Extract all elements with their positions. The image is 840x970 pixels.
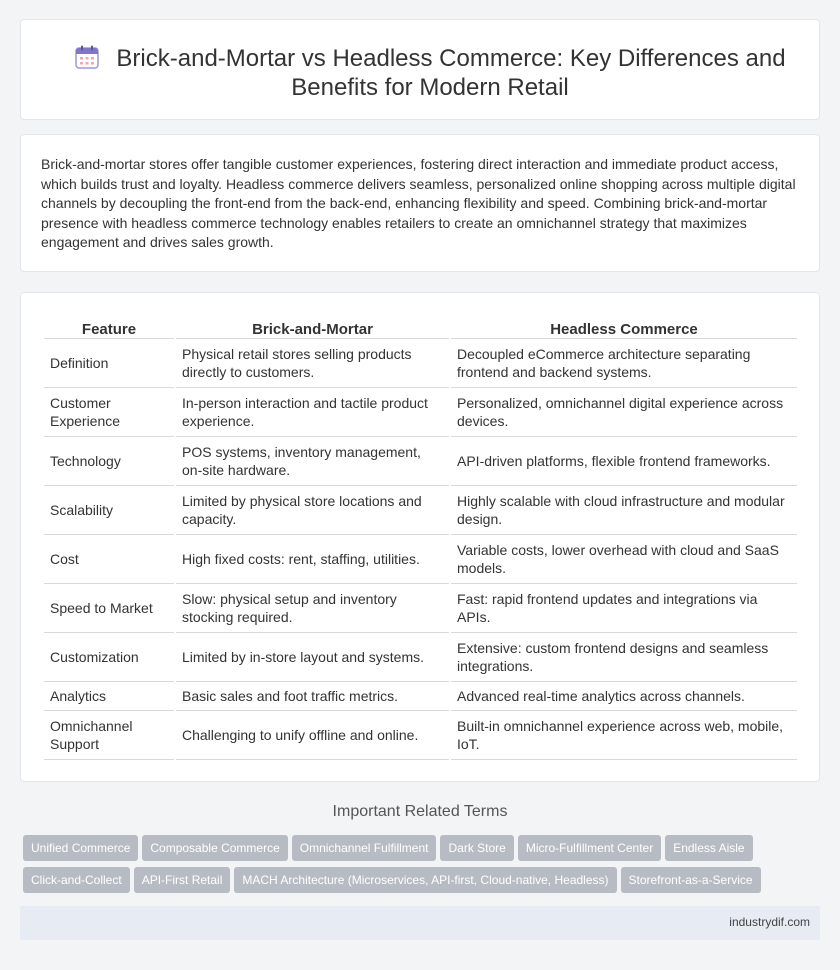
headless-cell: Highly scalable with cloud infrastructure and modular design. xyxy=(451,486,797,535)
headless-cell: Advanced real-time analytics across channels. xyxy=(451,682,797,711)
header-brick-and-mortar: Brick-and-Mortar xyxy=(176,317,449,339)
header-headless-commerce: Headless Commerce xyxy=(451,317,797,339)
headless-cell: Personalized, omnichannel digital experience across devices. xyxy=(451,388,797,437)
table-row xyxy=(44,711,797,760)
table-row xyxy=(44,339,797,388)
intro-paragraph: Brick-and-mortar stores offer tangible customer experiences, fostering direct interaction and immediate product access, which builds trust and loyalty. Headless commerce delivers seamless, personalized online shopping across multiple digital channels by decoupling the front-end from the back-end, enhancing flexibility and speed. Combining brick-and-mortar presence with headless commerce technology enables retailers to create an omnichannel strategy that maximizes engagement and drives sales growth. xyxy=(41,156,796,250)
page-title xyxy=(61,44,799,102)
brick-cell: High fixed costs: rent, staffing, utilities. xyxy=(176,535,449,584)
related-term-tag[interactable]: API-First Retail xyxy=(134,867,231,893)
feature-cell: Customer Experience xyxy=(44,388,174,437)
headless-cell: Variable costs, lower overhead with cloud and SaaS models. xyxy=(451,535,797,584)
comparison-table xyxy=(42,317,799,760)
table-header-row xyxy=(44,317,797,339)
related-terms-title: Important Related Terms xyxy=(332,803,508,820)
brick-cell: POS systems, inventory management, on-site hardware. xyxy=(176,437,449,486)
headless-cell: Fast: rapid frontend updates and integrations via APIs. xyxy=(451,584,797,633)
feature-cell: Scalability xyxy=(44,486,174,535)
feature-cell: Cost xyxy=(44,535,174,584)
related-terms-tags xyxy=(23,835,783,899)
related-term-tag[interactable]: Unified Commerce xyxy=(23,835,138,861)
feature-cell: Omnichannel Support xyxy=(44,711,174,760)
footer xyxy=(20,906,820,940)
related-term-tag[interactable]: MACH Architecture (Microservices, API-first, Cloud-native, Headless) xyxy=(234,867,616,893)
brick-cell: Slow: physical setup and inventory stocking required. xyxy=(176,584,449,633)
page-title-text: Brick-and-Mortar vs Headless Commerce: Key Differences and Benefits for Modern Retail xyxy=(116,45,786,101)
table-row xyxy=(44,388,797,437)
related-term-tag[interactable]: Micro-Fulfillment Center xyxy=(518,835,661,861)
related-term-tag[interactable]: Composable Commerce xyxy=(142,835,287,861)
related-term-tag[interactable]: Click-and-Collect xyxy=(23,867,130,893)
table-row xyxy=(44,584,797,633)
table-row xyxy=(44,486,797,535)
feature-cell: Customization xyxy=(44,633,174,682)
table-row xyxy=(44,535,797,584)
footer-site[interactable]: industrydif.com xyxy=(729,915,810,929)
intro-card xyxy=(20,134,820,272)
headless-cell: Built-in omnichannel experience across web, mobile, IoT. xyxy=(451,711,797,760)
related-term-tag[interactable]: Endless Aisle xyxy=(665,835,752,861)
related-term-tag[interactable]: Storefront-as-a-Service xyxy=(621,867,761,893)
header-card xyxy=(20,19,820,120)
headless-cell: Decoupled eCommerce architecture separating frontend and backend systems. xyxy=(451,339,797,388)
brick-cell: Physical retail stores selling products directly to customers. xyxy=(176,339,449,388)
brick-cell: Limited by physical store locations and capacity. xyxy=(176,486,449,535)
headless-cell: Extensive: custom frontend designs and seamless integrations. xyxy=(451,633,797,682)
related-term-tag[interactable]: Omnichannel Fulfillment xyxy=(292,835,437,861)
brick-cell: Limited by in-store layout and systems. xyxy=(176,633,449,682)
feature-cell: Speed to Market xyxy=(44,584,174,633)
feature-cell: Definition xyxy=(44,339,174,388)
feature-cell: Technology xyxy=(44,437,174,486)
title-wrap xyxy=(61,44,799,102)
brick-cell: In-person interaction and tactile product experience. xyxy=(176,388,449,437)
related-term-tag[interactable]: Dark Store xyxy=(440,835,513,861)
header-feature: Feature xyxy=(44,317,174,339)
comparison-card xyxy=(20,292,820,782)
table-row xyxy=(44,633,797,682)
feature-cell: Analytics xyxy=(44,682,174,711)
brick-cell: Challenging to unify offline and online. xyxy=(176,711,449,760)
table-row xyxy=(44,682,797,711)
table-row xyxy=(44,437,797,486)
brick-cell: Basic sales and foot traffic metrics. xyxy=(176,682,449,711)
calendar-grid-icon xyxy=(74,44,100,70)
headless-cell: API-driven platforms, flexible frontend frameworks. xyxy=(451,437,797,486)
